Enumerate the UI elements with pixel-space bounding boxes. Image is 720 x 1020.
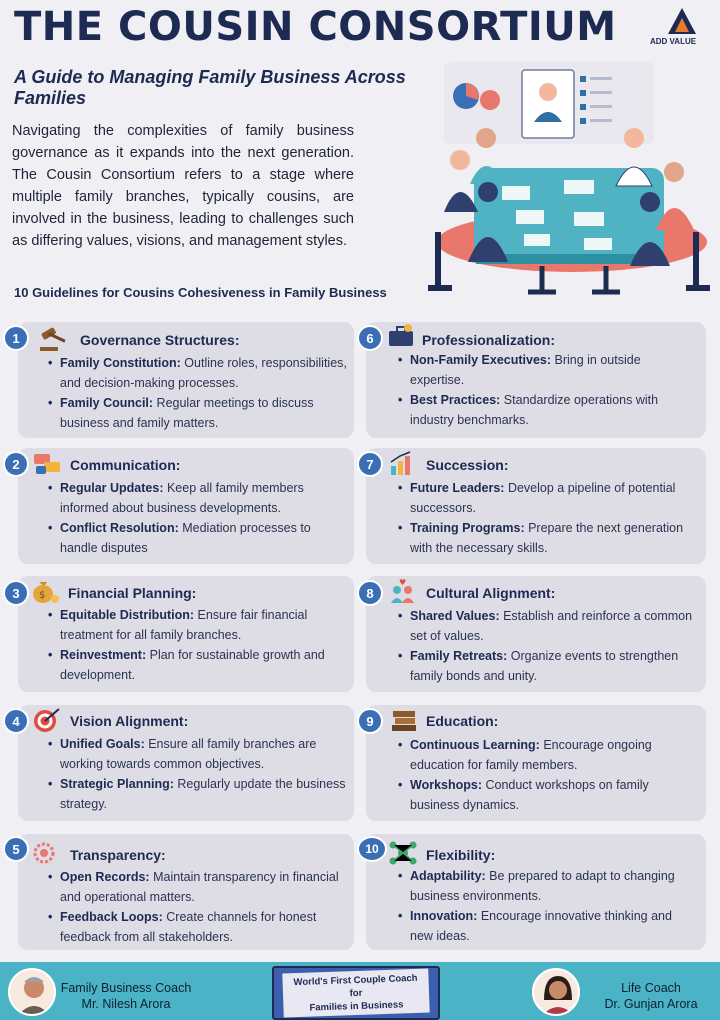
card-title: Flexibility: [426,847,496,863]
guideline-card-9 [366,705,706,821]
page-title: THE COUSIN CONSORTIUM [14,4,617,50]
guideline-number: 7 [357,451,383,477]
card-title: Education: [426,713,499,729]
footer-left-text [56,980,196,1012]
couple-coach-badge: World's First Couple Coach for Families in Business [272,966,440,1020]
list-item: • Shared Values: Establish and reinforce a common set of values. [398,606,698,646]
guideline-number: 1 [3,325,29,351]
list-item: • Workshops: Conduct workshops on family business dynamics. [398,775,698,815]
list-item: • Open Records: Maintain transparency in financial and operational matters. [48,867,348,907]
guideline-number: 9 [357,708,383,734]
list-item: • Regular Updates: Keep all family members informed about business developments. [48,478,348,518]
gavel-icon [38,326,68,352]
card-list [398,350,698,430]
guideline-number: 5 [3,836,29,862]
card-list [48,353,348,433]
svg-text:♥: ♥ [399,578,407,587]
list-item: • Future Leaders: Develop a pipeline of potential successors. [398,478,698,518]
card-title: Governance Structures: [80,332,240,348]
guideline-number: 10 [357,836,387,862]
guideline-number: 8 [357,580,383,606]
card-list [48,867,348,947]
list-item: • Conflict Resolution: Mediation processes to handle disputes [48,518,348,558]
guideline-card-6 [366,322,706,438]
guideline-number: 4 [3,708,29,734]
guideline-card-7 [366,448,706,564]
guideline-card-1 [18,322,354,438]
card-list [398,866,698,946]
avatar-left [8,968,56,1016]
list-item: • Adaptability: Be prepared to adapt to changing business environments. [398,866,698,906]
chat-bubbles-icon [32,452,62,478]
left-coach-role: Family Business Coach [60,981,192,995]
card-title: Vision Alignment: [70,713,189,729]
list-item: • Strategic Planning: Regularly update the business strategy. [48,774,348,814]
svg-text:$: $ [39,590,46,601]
card-list [398,606,698,686]
list-item: • Family Retreats: Organize events to strengthen family bonds and unity. [398,646,698,686]
card-title: Cultural Alignment: [426,585,556,601]
list-item: • Reinvestment: Plan for sustainable growth and development. [48,645,348,685]
card-list [398,735,698,815]
right-coach-role: Life Coach [621,981,681,995]
guideline-card-2 [18,448,354,564]
meeting-illustration [424,62,714,302]
guideline-number: 2 [3,451,29,477]
list-item: • Feedback Loops: Create channels for honest feedback from all stakeholders. [48,907,348,947]
card-list [398,478,698,558]
card-title: Communication: [70,457,181,473]
right-coach-name: Dr. Gunjan Arora [604,997,698,1011]
card-title: Succession: [426,457,509,473]
guidelines-heading: 10 Guidelines for Cousins Cohesiveness in Family Business [14,285,387,300]
target-icon [32,707,62,733]
card-title: Transparency: [70,847,166,863]
card-list [48,605,348,685]
list-item: • Family Constitution: Outline roles, responsibilities, and decision-making processes. [48,353,348,393]
network-icon [388,840,418,866]
card-title: Professionalization: [422,332,556,348]
list-item: • Equitable Distribution: Ensure fair financial treatment for all family branches. [48,605,348,645]
left-coach-name: Mr. Nilesh Arora [81,997,171,1011]
guideline-number: 6 [357,325,383,351]
list-item: • Family Council: Regular meetings to discuss business and family matters. [48,393,348,433]
gears-icon [30,840,60,866]
footer-right-text [586,980,716,1012]
list-item: • Best Practices: Standardize operations with industry benchmarks. [398,390,698,430]
brand-logo [648,8,714,50]
guideline-card-8 [366,576,706,692]
people-hearts-icon [388,578,418,604]
books-icon [390,707,420,733]
list-item: • Continuous Learning: Encourage ongoing education for family members. [398,735,698,775]
subtitle: A Guide to Managing Family Business Across Families [14,67,406,108]
avatar-right [532,968,580,1016]
guideline-number: 3 [3,580,29,606]
guideline-card-10 [366,834,706,950]
card-list [48,478,348,558]
guideline-card-3 [18,576,354,692]
list-item: • Unified Goals: Ensure all family branches are working towards common objectives. [48,734,348,774]
briefcase-icon [386,322,416,348]
card-title: Financial Planning: [68,585,197,601]
list-item: • Training Programs: Prepare the next generation with the necessary skills. [398,518,698,558]
growth-bars-icon [388,450,418,476]
card-list [48,734,348,814]
list-item: • Innovation: Encourage innovative thinking and new ideas. [398,906,698,946]
logo-text: ADD VALUE [650,37,697,46]
list-item: • Non-Family Executives: Bring in outside expertise. [398,350,698,390]
guideline-card-5 [18,834,354,950]
guideline-card-4 [18,705,354,821]
intro-paragraph: Navigating the complexities of family business governance as it expands into the next generation. The Cousin Consortium refers to a stage where multiple family branches, typically cousins, are involved in the business, leading to challenges such as differing values, visions, and management styles. [12,123,354,249]
money-bag-icon [30,578,60,604]
